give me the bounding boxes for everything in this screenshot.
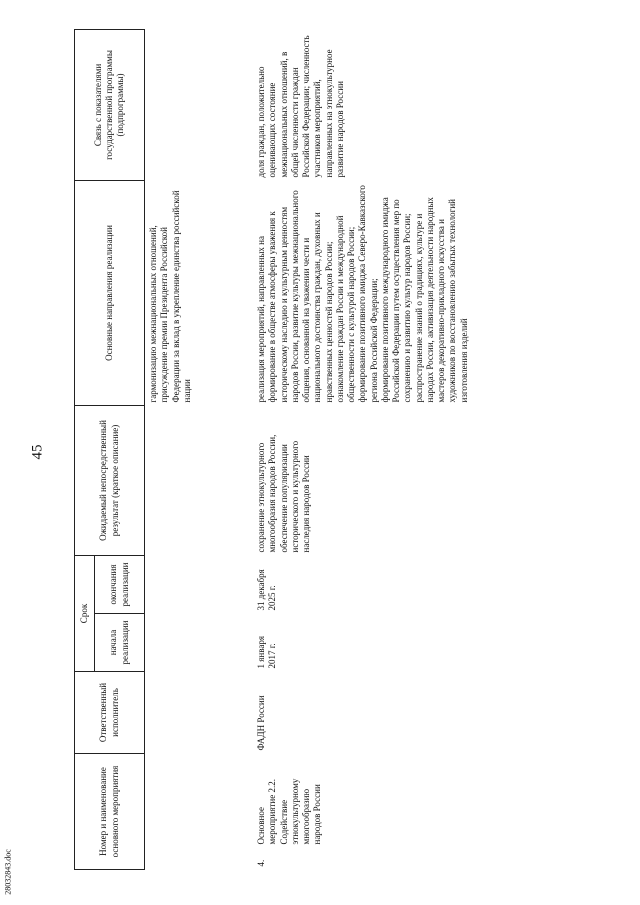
program-table: [74, 29, 626, 870]
page-number: 45: [29, 444, 46, 460]
row-number: 4.: [256, 859, 266, 867]
direction-item: ознакомление граждан России и международной общественности с культурой народов России;: [334, 215, 356, 403]
header-link: Связь с показателями государственной программы (подпрограммы): [75, 29, 145, 180]
direction-item: распространение знаний о традициях, культуре и народах России, активизация деятельности народных мастеров декоративно-прикладного искусства и художников по восстановлению забытых технологий изготовления изделий: [413, 197, 469, 403]
program-table-area: [74, 30, 622, 870]
row-end: 31 декабря 2025 г.: [256, 569, 278, 611]
row-name: Основное мероприятие 2.2. Содействие этнокультурному многообразию народов России: [256, 778, 323, 845]
header-directions: Основные направления реализации: [75, 180, 145, 405]
header-term: Срок: [75, 555, 95, 671]
table-row: [253, 29, 626, 869]
document-id: 28032843.doc: [3, 849, 13, 895]
header-start: начала реализации: [95, 614, 145, 672]
direction-item: формирование позитивного имиджа Северо-Кавказского региона Российской Федерации;: [357, 185, 379, 403]
row-result: сохранение этнокультурного многообразия народов России, обеспечение популяризации исторического и культурного наследия народов России: [256, 434, 311, 553]
row-start: 1 января 2017 г.: [256, 636, 278, 669]
direction-item: реализация мероприятий, направленных на формирование в обществе атмосферы уважения к историческому наследию и культурным ценностям народов России, развитие культуры межнационального общения, основанной на уважении чести и национального достоинства граждан, духовных и нравственных ценностей народов России;: [256, 190, 334, 403]
header-executor: Ответственный исполнитель: [75, 672, 145, 754]
row-number-name: [253, 754, 626, 870]
continuation-directions: гармонизацию межнациональных отношений, присуждение премии Президента Российской Федерации за вклад в укрепление единства российской нации: [148, 190, 192, 403]
row-link: доля граждан, положительно оценивающих состояние межнациональных отношений, в общей численности граждан Российской Федерации; численность участников мероприятий, направленных на этнокультурное развитие народов России: [256, 35, 345, 178]
direction-item: формирование позитивного международного имиджа Российской Федерации путем осуществления мер по сохранению и развитию культур народов России;: [379, 197, 413, 403]
row-directions: [253, 180, 626, 405]
header-end: окончания реализации: [95, 555, 145, 613]
header-num-name: Номер и наименование основного мероприятия: [75, 754, 145, 870]
row-executor: ФАДН России: [256, 695, 266, 751]
table-header: [75, 29, 145, 869]
header-result: Ожидаемый непосредственный результат (краткое описание): [75, 405, 145, 555]
continuation-row: [145, 29, 254, 869]
